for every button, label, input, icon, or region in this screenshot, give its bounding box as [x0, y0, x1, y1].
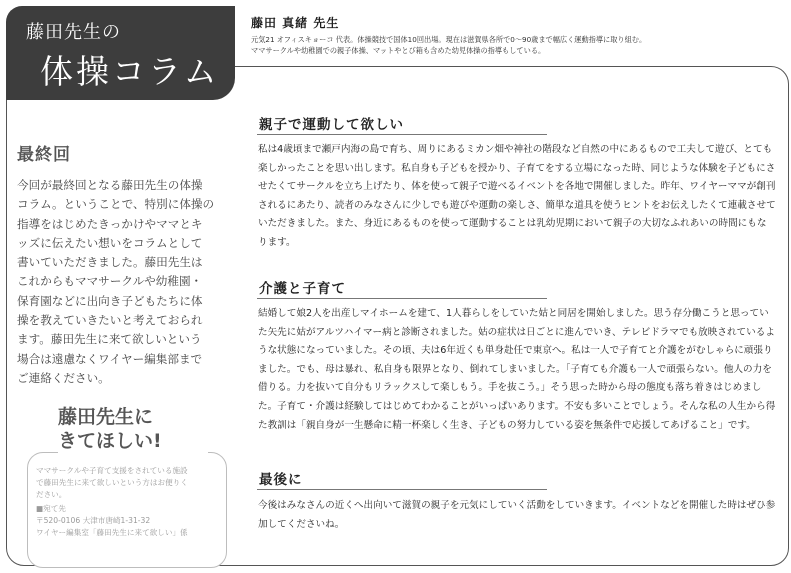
section-heading-3: 最後に [259, 472, 303, 488]
author-name: 藤田 真緒 先生 [251, 16, 340, 30]
contact-title: 藤田先生に きてほしい! [58, 405, 208, 453]
sidebar-intro-text: 今回が最終回となる藤田先生の体操 コラム。ということで、特別に体操の 指導をはじめたきっかけやママとキ ッズに伝えたい想いをコラムとして 書いていただきました。藤田先生は これからもママサークルや幼稚園・ 保育園などに出向き子どもたちに体 操を教えていきたいと考えておられ ます。藤田先生に来て欲しいという 場合は遠慮なくワイヤー編集部まで ご連絡ください。 [17, 178, 215, 385]
contact-box [27, 452, 227, 568]
contact-body: ママサークルや子育て支援をされている施設 で藤田先生に来て欲しいという方はお便りく ださい。 [36, 466, 188, 499]
section-heading-2: 介護と子育て [259, 281, 346, 297]
section-divider-1 [257, 134, 547, 135]
column-title-small: 藤田先生の [26, 22, 121, 43]
section-body-3: 今後はみなさんの近くへ出向いて滋賀の親子を元気にしていく活動をしていきます。イベントなどを開催した時はぜひ参加してくださいね。 [258, 500, 776, 530]
contact-address: ■宛て先 〒520-0106 大津市唐崎1-31-32 ワイヤー編集室「藤田先生に来て欲しい」係 [36, 504, 188, 537]
section-divider-3 [257, 489, 547, 490]
author-bio: 元気21 オフィスキョーコ 代表。体操競技で国体10回出場。現在は滋賀県各所で0〜90歳まで幅広く運動指導に取り組む。 ママサークルや幼稚園での親子体操、マットやとび箱も含めた幼児体操の指導もしている。 [251, 35, 647, 55]
section-divider-2 [257, 298, 547, 299]
column-title-box [6, 6, 235, 100]
section-body-1: 私は4歳頃まで瀬戸内海の島で育ち、周りにあるミカン畑や神社の階段など自然の中にあるもので工夫して遊び、とても楽しかったことを思い出します。私自身も子どもを授かり、子育てをする立場になった時、同じような体験を子どもにさせたくてサークルを立ち上げたり、体を使って親子で遊べるイベントを各地で開催しました。昨年、ワイヤーママが創刊されるにあたり、読者のみなさんに少しでも遊びや運動の楽しさ、簡単な道具を使うヒントをお伝えしたくて連載させていただきました。また、身近にあるものを使って運動することは乳幼児期において親子の大切なふれあいの時間にもなります。 [258, 144, 776, 248]
section-body-2: 結婚して娘2人を出産しマイホームを建て、1人暮らしをしていた姑と同居を開始しました。思う存分働こうと思っていた矢先に姑がアルツハイマー病と診断されました。姑の症状は日ごとに進んでいき、テレビドラマでも放映されているような状態になっていました。その頃、夫は6年近くも単身赴任で東京へ。私は一人で子育てと介護をがむしゃらに頑張りました。でも、母は暴れ、私自身も限界となり、倒れてしまいました。「子育ても介護も一人で頑張らない。他人の力を借りる。力を抜いて自分もリラックスして楽しもう。手を抜こう。」そう思った時から母の態度も落ち着きはじめました。子育て・介護は経験してはじめてわかることがいっぱいあります。不安も多いことでしょう。そんな私の人生から得た教訓は「親自身が一生懸命に精一杯楽しく生き、子どもの努力している姿を無条件で応援してあげること」です。 [258, 308, 776, 431]
column-title: 体操コラム [40, 52, 220, 91]
sidebar-heading: 最終回 [17, 145, 71, 165]
section-heading-1: 親子で運動して欲しい [259, 117, 404, 133]
